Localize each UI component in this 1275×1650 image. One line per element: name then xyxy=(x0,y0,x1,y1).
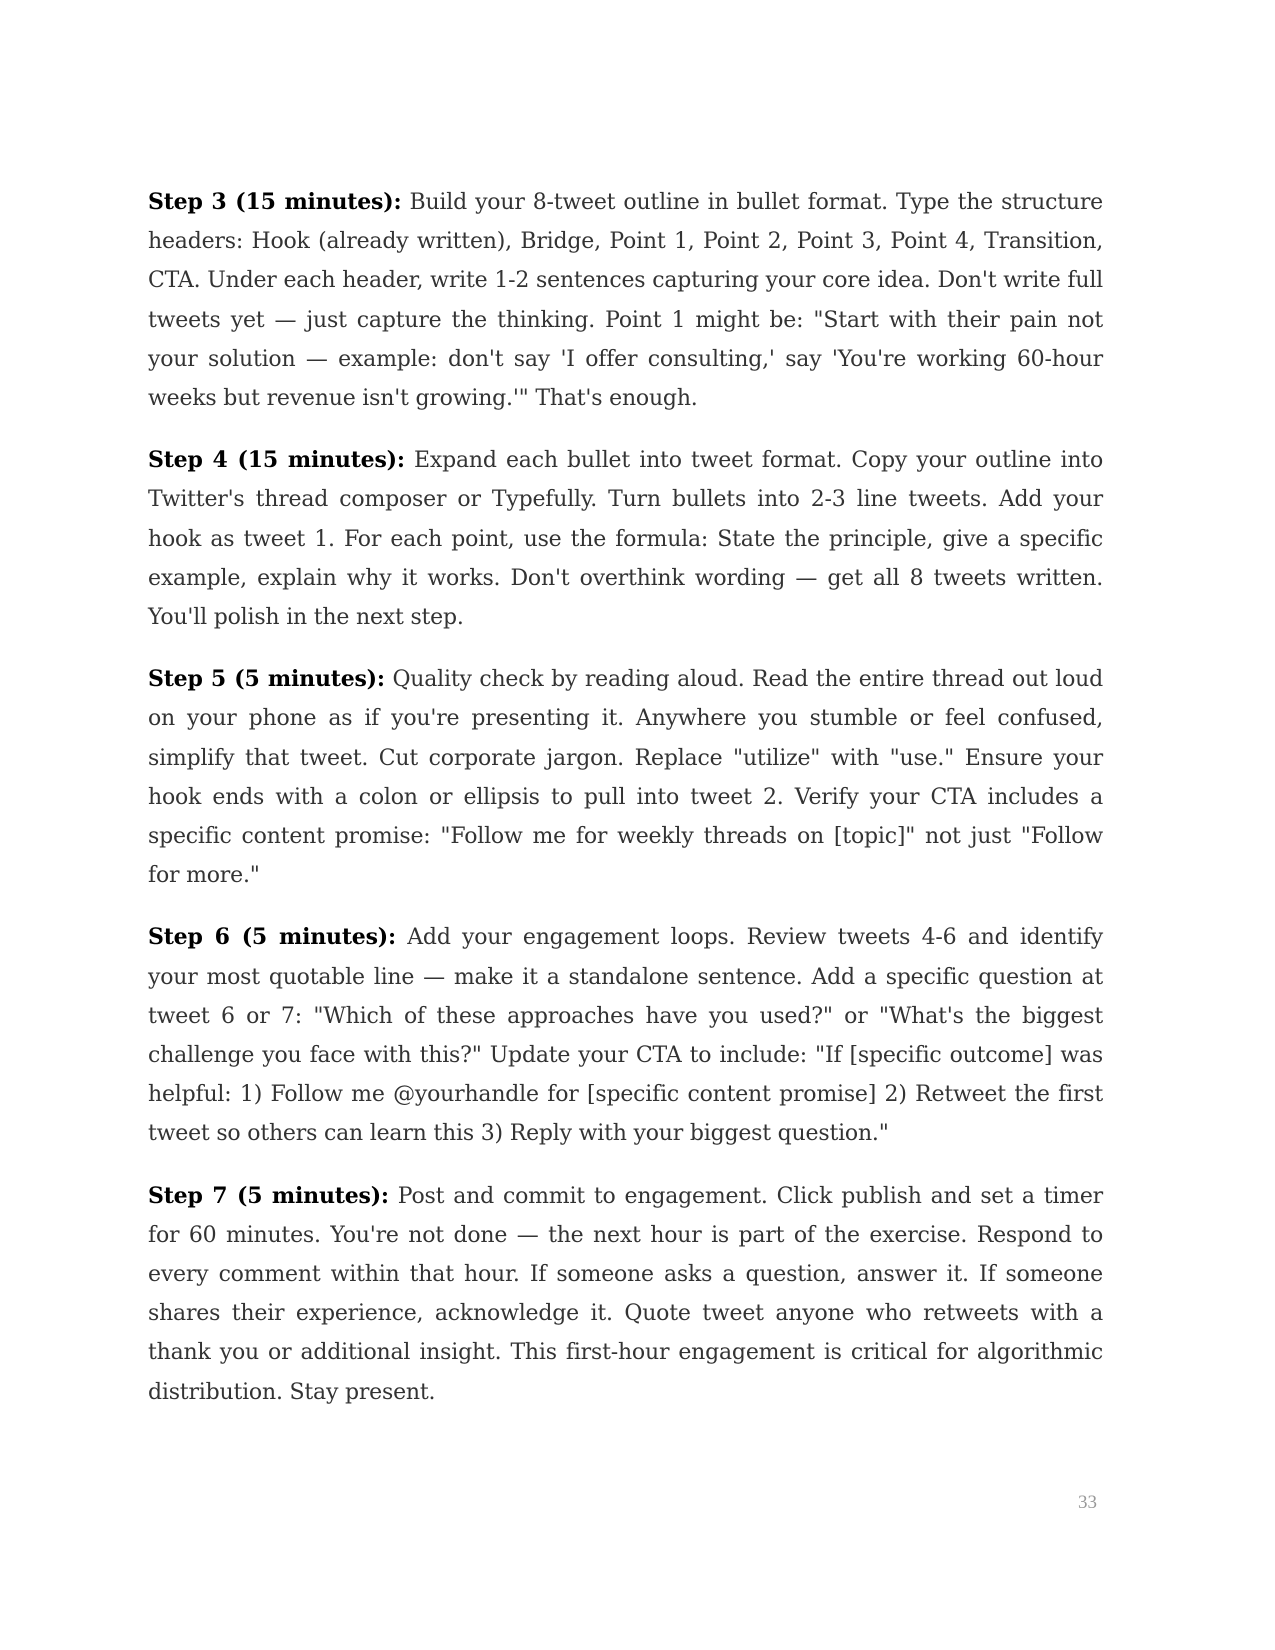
step-5-paragraph xyxy=(148,660,1103,895)
step-6-label: Step 6 (5 minutes): xyxy=(148,924,396,951)
step-5-label: Step 5 (5 minutes): xyxy=(148,666,385,693)
step-7-label: Step 7 (5 minutes): xyxy=(148,1182,389,1209)
step-7-text: Post and commit to engagement. Click publish and set a timer for 60 minutes. You're not done — the next hour is part of the exercise. Respond to every comment within that hour. If someone asks a question, answer it. If someone shares their experience, acknowledge it. Quote tweet anyone who retweets with a thank you or additional insight. This first-hour engagement is critical for algorithmic distribution. Stay present. xyxy=(148,1183,1103,1405)
step-6-text: Add your engagement loops. Review tweets 4-6 and identify your most quotable line — make it a standalone sentence. Add a specific question at tweet 6 or 7: "Which of these approaches have you used?" or "What's the biggest challenge you face with this?" Update your CTA to include: "If [specific outcome] was helpful: 1) Follow me @yourhandle for [specific content promise] 2) Retweet the first tweet so others can learn this 3) Reply with your biggest question." xyxy=(148,925,1103,1147)
step-7-paragraph xyxy=(148,1177,1103,1412)
step-3-text: Build your 8-tweet outline in bullet format. Type the structure headers: Hook (already written), Bridge, Point 1, Point 2, Point 3, Point 4, Transition, CTA. Under each header, write 1-2 sentences capturing your core idea. Don't write full tweets yet — just capture the thinking. Point 1 might be: "Start with their pain not your solution — example: don't say 'I offer consulting,' say 'You're working 60-hour weeks but revenue isn't growing.'" That's enough. xyxy=(148,190,1103,412)
page-body xyxy=(148,183,1103,1435)
step-5-text: Quality check by reading aloud. Read the entire thread out loud on your phone as if you're presenting it. Anywhere you stumble or feel confused, simplify that tweet. Cut corporate jargon. Replace "utilize" with "use." Ensure your hook ends with a colon or ellipsis to pull into tweet 2. Verify your CTA includes a specific content promise: "Follow me for weekly threads on [topic]" not just "Follow for more." xyxy=(148,667,1104,889)
step-4-label: Step 4 (15 minutes): xyxy=(148,447,405,474)
step-3-paragraph xyxy=(148,183,1103,418)
page-number: 33 xyxy=(1078,1492,1097,1513)
step-3-label: Step 3 (15 minutes): xyxy=(148,189,402,215)
step-4-text: Expand each bullet into tweet format. Copy your outline into Twitter's thread composer or Typefully. Turn bullets into 2-3 line tweets. Add your hook as tweet 1. For each point, use the formula: State the principle, give a specific example, explain why it works. Don't overthink wording — get all 8 tweets written. You'll polish in the next step. xyxy=(148,448,1103,631)
step-6-paragraph xyxy=(148,918,1103,1153)
step-4-paragraph xyxy=(148,441,1103,637)
